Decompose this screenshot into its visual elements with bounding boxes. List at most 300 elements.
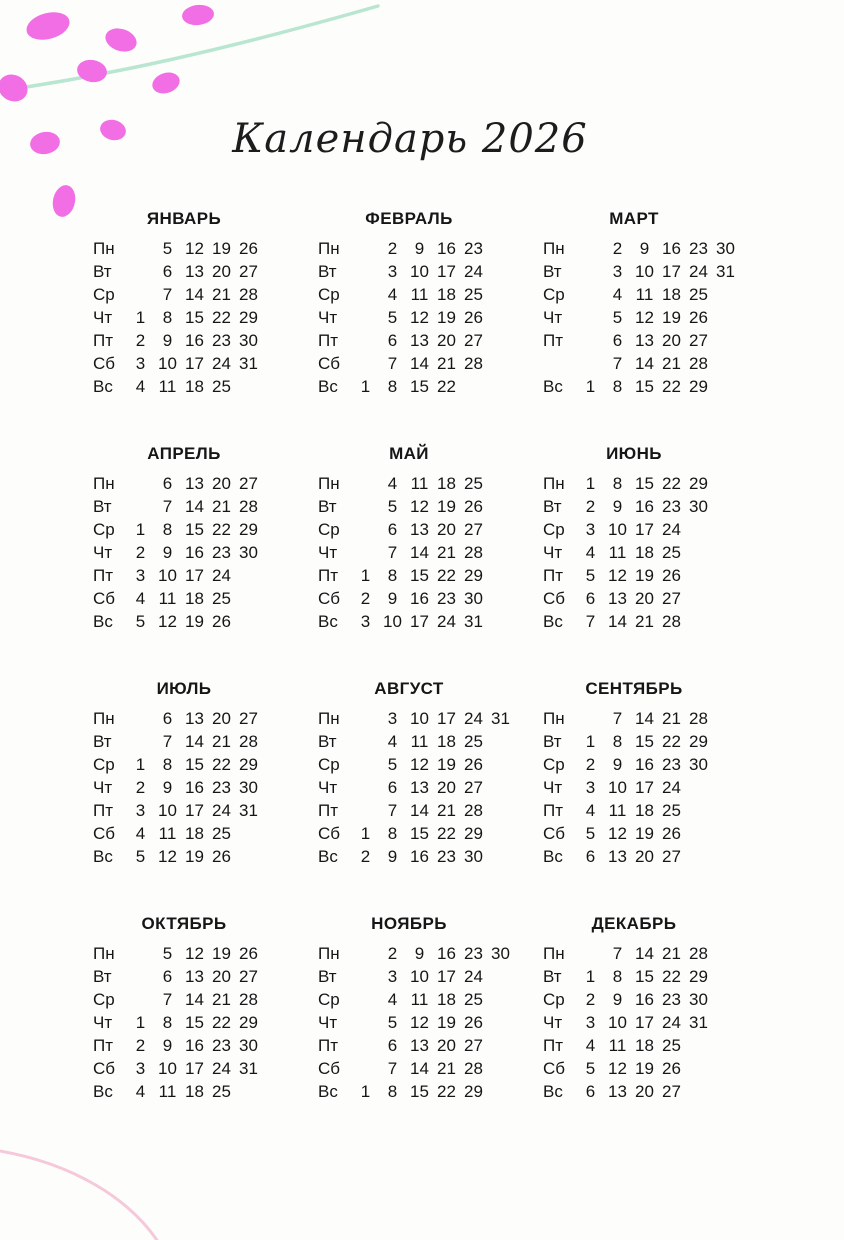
day-cell: 30 xyxy=(239,1036,258,1055)
day-label: Ср xyxy=(93,755,115,774)
day-row xyxy=(93,541,318,564)
day-row xyxy=(543,518,768,541)
day-cell: 1 xyxy=(135,520,146,539)
day-cell: 31 xyxy=(239,801,258,820)
day-cell xyxy=(712,1011,739,1034)
day-cell: 24 xyxy=(437,612,456,631)
day-cell: 6 xyxy=(585,589,596,608)
day-cell: 15 xyxy=(635,967,654,986)
day-row xyxy=(318,375,543,398)
day-cell: 16 xyxy=(410,847,429,866)
month-title: ИЮНЬ xyxy=(606,444,662,463)
day-cell: 23 xyxy=(437,589,456,608)
day-cell xyxy=(487,753,514,776)
day-cell xyxy=(712,730,739,753)
day-cell: 12 xyxy=(608,1059,627,1078)
day-cell: 26 xyxy=(212,612,231,631)
day-cell: 24 xyxy=(464,262,483,281)
day-cell: 15 xyxy=(410,566,429,585)
day-label: Ср xyxy=(93,285,115,304)
day-label: Сб xyxy=(543,824,566,843)
day-cell: 25 xyxy=(464,285,483,304)
day-cell: 2 xyxy=(360,847,371,866)
day-label: Вс xyxy=(318,847,338,866)
day-cell: 7 xyxy=(162,497,173,516)
day-cell: 4 xyxy=(135,824,146,843)
day-cell xyxy=(235,1080,262,1103)
day-cell xyxy=(487,730,514,753)
day-cell xyxy=(577,283,604,306)
day-cell: 27 xyxy=(464,520,483,539)
day-row xyxy=(543,306,768,329)
day-cell: 16 xyxy=(185,1036,204,1055)
day-cell: 5 xyxy=(135,612,146,631)
day-cell xyxy=(235,587,262,610)
day-cell: 1 xyxy=(360,1082,371,1101)
day-cell: 3 xyxy=(387,262,398,281)
day-label: Ср xyxy=(318,755,340,774)
day-cell: 28 xyxy=(689,354,708,373)
day-label: Сб xyxy=(318,589,341,608)
day-cell xyxy=(262,1011,289,1034)
day-row xyxy=(93,822,318,845)
day-label: Вс xyxy=(318,612,338,631)
day-cell: 5 xyxy=(135,847,146,866)
day-cell xyxy=(712,799,739,822)
day-cell: 16 xyxy=(662,239,681,258)
day-cell: 13 xyxy=(608,589,627,608)
day-cell xyxy=(127,965,154,988)
day-cell: 23 xyxy=(212,778,231,797)
day-cell: 4 xyxy=(585,543,596,562)
day-cell: 22 xyxy=(212,520,231,539)
day-cell: 19 xyxy=(437,497,456,516)
day-cell: 3 xyxy=(612,262,623,281)
day-cell: 12 xyxy=(410,755,429,774)
day-label: Ср xyxy=(543,285,565,304)
day-cell xyxy=(352,541,379,564)
day-cell: 23 xyxy=(662,755,681,774)
day-cell xyxy=(127,730,154,753)
day-cell: 20 xyxy=(635,1082,654,1101)
day-row xyxy=(543,988,768,1011)
day-cell: 1 xyxy=(135,755,146,774)
day-cell: 1 xyxy=(585,967,596,986)
day-cell: 24 xyxy=(212,566,231,585)
day-row xyxy=(543,965,768,988)
day-cell xyxy=(352,799,379,822)
day-cell xyxy=(352,283,379,306)
month-title: СЕНТЯБРЬ xyxy=(585,679,683,698)
day-label: Вт xyxy=(93,262,112,281)
day-cell: 23 xyxy=(212,1036,231,1055)
day-cell: 20 xyxy=(212,709,231,728)
day-cell: 10 xyxy=(158,566,177,585)
day-cell xyxy=(685,587,712,610)
day-cell: 17 xyxy=(635,1013,654,1032)
day-cell: 6 xyxy=(387,778,398,797)
day-row xyxy=(318,329,543,352)
pink-dot-icon xyxy=(0,69,32,106)
day-cell: 21 xyxy=(212,497,231,516)
day-label: Чт xyxy=(543,778,563,797)
day-cell: 9 xyxy=(162,1036,173,1055)
day-cell: 18 xyxy=(437,990,456,1009)
day-row xyxy=(93,1057,318,1080)
day-cell: 8 xyxy=(612,474,623,493)
day-cell: 25 xyxy=(464,474,483,493)
day-cell: 22 xyxy=(437,1082,456,1101)
day-cell xyxy=(352,472,379,495)
day-row xyxy=(318,988,543,1011)
pink-dot-icon xyxy=(150,69,183,97)
day-cell: 8 xyxy=(387,566,398,585)
day-row xyxy=(543,799,768,822)
day-cell xyxy=(352,965,379,988)
day-cell xyxy=(685,845,712,868)
day-cell: 10 xyxy=(410,262,429,281)
month-title: ИЮЛЬ xyxy=(156,679,212,698)
day-cell: 27 xyxy=(239,262,258,281)
day-cell xyxy=(262,753,289,776)
day-cell: 1 xyxy=(360,377,371,396)
day-cell: 30 xyxy=(239,543,258,562)
day-cell: 30 xyxy=(464,589,483,608)
day-cell xyxy=(127,707,154,730)
day-cell: 31 xyxy=(464,612,483,631)
day-label: Пт xyxy=(543,566,564,585)
month-block-3 xyxy=(543,207,768,398)
day-cell: 25 xyxy=(662,1036,681,1055)
day-cell: 25 xyxy=(662,543,681,562)
day-cell: 27 xyxy=(239,967,258,986)
day-cell: 22 xyxy=(662,474,681,493)
day-cell: 6 xyxy=(162,262,173,281)
day-cell: 13 xyxy=(185,967,204,986)
day-cell xyxy=(487,988,514,1011)
day-cell: 16 xyxy=(635,497,654,516)
day-label: Вс xyxy=(93,377,113,396)
month-block-7 xyxy=(93,677,318,868)
day-label: Вт xyxy=(93,967,112,986)
day-cell xyxy=(685,610,712,633)
day-row xyxy=(93,260,318,283)
month-block-6 xyxy=(543,442,768,633)
day-cell: 13 xyxy=(410,520,429,539)
day-cell xyxy=(235,375,262,398)
day-cell xyxy=(487,495,514,518)
day-cell: 13 xyxy=(608,1082,627,1101)
day-row xyxy=(318,1080,543,1103)
day-cell: 27 xyxy=(464,331,483,350)
day-cell: 12 xyxy=(185,944,204,963)
day-cell: 23 xyxy=(689,239,708,258)
day-cell xyxy=(577,942,604,965)
day-cell: 18 xyxy=(437,732,456,751)
day-cell: 6 xyxy=(387,331,398,350)
day-cell: 10 xyxy=(410,709,429,728)
day-cell: 21 xyxy=(437,354,456,373)
day-cell xyxy=(712,776,739,799)
day-cell: 4 xyxy=(135,589,146,608)
day-cell: 17 xyxy=(185,801,204,820)
day-cell xyxy=(262,730,289,753)
day-cell: 17 xyxy=(437,967,456,986)
day-cell xyxy=(577,260,604,283)
day-row xyxy=(543,1057,768,1080)
day-row xyxy=(318,822,543,845)
day-row xyxy=(318,472,543,495)
day-row xyxy=(93,495,318,518)
day-cell xyxy=(262,564,289,587)
month-title: АПРЕЛЬ xyxy=(147,444,221,463)
day-row xyxy=(543,753,768,776)
day-cell: 12 xyxy=(185,239,204,258)
day-cell: 21 xyxy=(212,732,231,751)
day-cell: 7 xyxy=(162,285,173,304)
day-cell: 18 xyxy=(185,377,204,396)
day-row xyxy=(543,1011,768,1034)
day-cell: 17 xyxy=(185,566,204,585)
day-cell: 18 xyxy=(437,474,456,493)
day-row xyxy=(93,306,318,329)
month-title: МАЙ xyxy=(389,444,429,463)
day-row xyxy=(543,329,768,352)
day-cell xyxy=(262,352,289,375)
day-cell: 29 xyxy=(689,732,708,751)
day-cell xyxy=(352,495,379,518)
month-block-11 xyxy=(318,912,543,1103)
day-row xyxy=(543,283,768,306)
day-cell: 10 xyxy=(410,967,429,986)
day-cell: 15 xyxy=(185,755,204,774)
day-cell xyxy=(712,845,739,868)
day-cell: 29 xyxy=(464,566,483,585)
day-cell: 8 xyxy=(162,755,173,774)
day-cell: 29 xyxy=(689,474,708,493)
day-cell: 8 xyxy=(612,732,623,751)
day-cell: 14 xyxy=(635,944,654,963)
day-cell: 24 xyxy=(689,262,708,281)
day-cell xyxy=(262,329,289,352)
day-label: Сб xyxy=(318,1059,341,1078)
day-row xyxy=(543,730,768,753)
day-cell: 10 xyxy=(158,801,177,820)
day-row xyxy=(318,942,543,965)
day-row xyxy=(93,730,318,753)
day-cell: 24 xyxy=(662,778,681,797)
day-cell xyxy=(262,822,289,845)
day-cell: 19 xyxy=(212,944,231,963)
day-cell: 5 xyxy=(387,1013,398,1032)
day-row xyxy=(318,283,543,306)
day-cell: 15 xyxy=(410,377,429,396)
day-cell: 11 xyxy=(410,990,429,1009)
day-label: Вт xyxy=(318,732,337,751)
day-cell: 13 xyxy=(410,331,429,350)
day-cell: 14 xyxy=(410,543,429,562)
day-cell xyxy=(487,260,514,283)
day-cell xyxy=(352,753,379,776)
day-cell xyxy=(577,352,604,375)
day-cell: 9 xyxy=(414,239,425,258)
day-row xyxy=(318,707,543,730)
day-cell xyxy=(487,845,514,868)
day-cell xyxy=(577,329,604,352)
day-label: Чт xyxy=(93,1013,113,1032)
day-row xyxy=(93,988,318,1011)
day-cell xyxy=(487,329,514,352)
day-cell: 27 xyxy=(662,847,681,866)
day-label: Пт xyxy=(318,331,339,350)
day-row xyxy=(318,260,543,283)
day-cell: 28 xyxy=(464,1059,483,1078)
day-cell: 5 xyxy=(387,497,398,516)
day-cell: 2 xyxy=(585,990,596,1009)
month-title: НОЯБРЬ xyxy=(371,914,447,933)
day-cell: 22 xyxy=(662,732,681,751)
day-cell: 31 xyxy=(689,1013,708,1032)
day-cell: 26 xyxy=(212,847,231,866)
day-label: Чт xyxy=(318,543,338,562)
day-cell xyxy=(712,564,739,587)
day-cell: 5 xyxy=(387,308,398,327)
day-cell xyxy=(262,988,289,1011)
day-cell: 4 xyxy=(135,377,146,396)
day-cell: 10 xyxy=(608,520,627,539)
day-cell: 28 xyxy=(239,497,258,516)
day-cell xyxy=(685,1057,712,1080)
day-cell xyxy=(712,988,739,1011)
day-row xyxy=(93,352,318,375)
day-cell: 22 xyxy=(662,377,681,396)
day-cell: 8 xyxy=(612,967,623,986)
day-row xyxy=(93,1011,318,1034)
day-cell: 21 xyxy=(437,543,456,562)
day-cell: 30 xyxy=(464,847,483,866)
day-label: Вт xyxy=(318,967,337,986)
day-cell: 9 xyxy=(162,543,173,562)
day-cell xyxy=(352,988,379,1011)
day-row xyxy=(93,1080,318,1103)
day-cell xyxy=(487,472,514,495)
day-cell: 12 xyxy=(158,847,177,866)
day-cell: 12 xyxy=(608,824,627,843)
day-cell: 11 xyxy=(158,589,177,608)
day-cell: 20 xyxy=(437,778,456,797)
day-cell: 6 xyxy=(585,847,596,866)
day-label: Пн xyxy=(543,239,565,258)
day-row xyxy=(93,776,318,799)
day-cell: 10 xyxy=(608,778,627,797)
day-cell: 18 xyxy=(635,801,654,820)
day-cell xyxy=(352,1011,379,1034)
day-cell: 7 xyxy=(387,801,398,820)
day-row xyxy=(318,495,543,518)
day-label: Сб xyxy=(318,824,341,843)
day-label: Вт xyxy=(93,732,112,751)
day-cell: 20 xyxy=(212,262,231,281)
day-cell xyxy=(685,822,712,845)
day-cell: 8 xyxy=(387,377,398,396)
day-label: Сб xyxy=(543,1059,566,1078)
day-cell: 10 xyxy=(158,1059,177,1078)
day-cell: 24 xyxy=(464,967,483,986)
day-cell: 28 xyxy=(239,285,258,304)
day-cell: 17 xyxy=(662,262,681,281)
day-cell xyxy=(235,822,262,845)
day-cell xyxy=(235,564,262,587)
day-cell xyxy=(352,237,379,260)
day-cell: 5 xyxy=(162,239,173,258)
day-cell: 13 xyxy=(185,474,204,493)
day-label: Пн xyxy=(318,944,340,963)
day-cell xyxy=(712,1034,739,1057)
day-cell: 20 xyxy=(437,520,456,539)
day-cell: 21 xyxy=(212,285,231,304)
day-row xyxy=(318,1057,543,1080)
day-cell: 12 xyxy=(410,497,429,516)
day-cell: 15 xyxy=(635,474,654,493)
day-cell: 18 xyxy=(185,1082,204,1101)
day-cell: 26 xyxy=(239,944,258,963)
day-row xyxy=(93,283,318,306)
day-label: Пн xyxy=(543,944,565,963)
day-label: Пт xyxy=(93,1036,114,1055)
day-cell: 14 xyxy=(608,612,627,631)
day-cell: 12 xyxy=(410,1013,429,1032)
day-cell: 16 xyxy=(185,543,204,562)
day-cell xyxy=(712,375,739,398)
day-label: Вс xyxy=(543,847,563,866)
day-cell: 16 xyxy=(635,755,654,774)
day-label: Чт xyxy=(318,1013,338,1032)
day-cell: 30 xyxy=(689,990,708,1009)
day-row xyxy=(318,610,543,633)
day-cell: 25 xyxy=(212,377,231,396)
day-cell: 4 xyxy=(585,1036,596,1055)
day-cell xyxy=(262,306,289,329)
day-cell: 16 xyxy=(185,331,204,350)
day-cell: 4 xyxy=(585,801,596,820)
day-cell: 20 xyxy=(437,1036,456,1055)
day-cell xyxy=(352,329,379,352)
day-cell: 15 xyxy=(185,1013,204,1032)
day-label: Пт xyxy=(318,801,339,820)
day-cell: 4 xyxy=(612,285,623,304)
day-cell: 23 xyxy=(212,331,231,350)
day-cell xyxy=(262,965,289,988)
day-cell: 26 xyxy=(662,1059,681,1078)
day-row xyxy=(543,541,768,564)
day-cell: 17 xyxy=(410,612,429,631)
day-cell xyxy=(262,495,289,518)
day-cell: 29 xyxy=(239,755,258,774)
day-cell: 2 xyxy=(135,778,146,797)
day-label: Сб xyxy=(93,589,116,608)
day-cell: 7 xyxy=(387,354,398,373)
day-cell xyxy=(487,799,514,822)
day-cell: 29 xyxy=(239,1013,258,1032)
day-cell xyxy=(487,564,514,587)
day-cell: 30 xyxy=(239,331,258,350)
mint-curve-decoration xyxy=(0,6,378,92)
day-cell xyxy=(712,495,739,518)
day-cell: 15 xyxy=(410,824,429,843)
day-cell: 29 xyxy=(239,520,258,539)
day-row xyxy=(543,707,768,730)
day-cell xyxy=(352,260,379,283)
